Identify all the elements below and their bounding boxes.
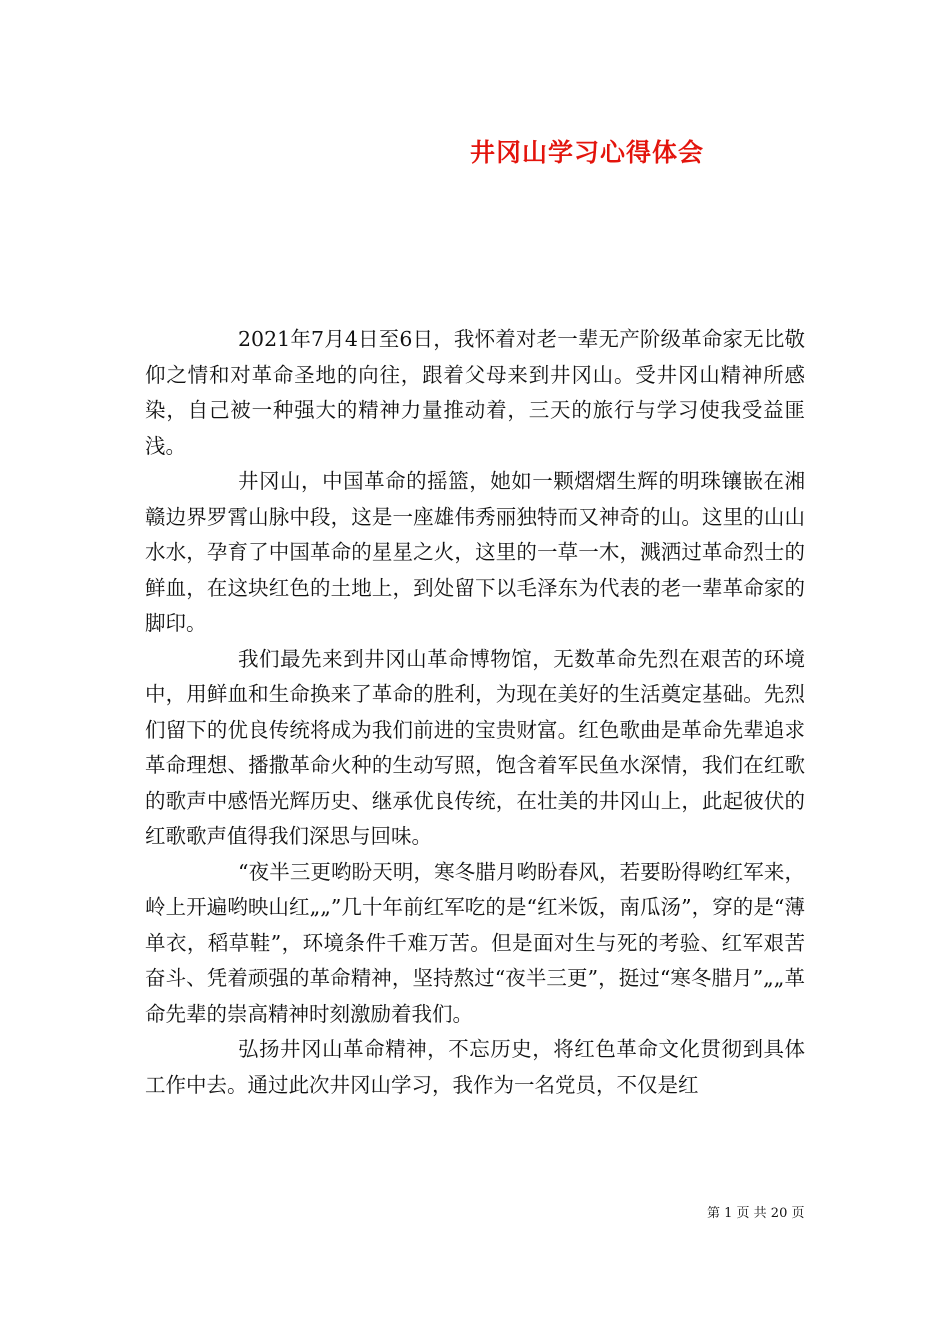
document-body — [145, 322, 805, 1103]
paragraph-4: “夜半三更哟盼天明，寒冬腊月哟盼春风，若要盼得哟红军来，岭上开遍哟映山红„„”几十年前红军吃的是“红米饭，南瓜汤”，穿的是“薄单衣，稻草鞋”，环境条件千难万苦。但是面对生与死的考验、红军艰苦奋斗、凭着顽强的革命精神，坚持熬过“夜半三更”，挺过“寒冬腊月”„„革命先辈的崇高精神时刻激励着我们。 — [145, 859, 805, 1026]
paragraph-1: 2021年7月4日至6日，我怀着对老一辈无产阶级革命家无比敬仰之情和对革命圣地的向往，跟着父母来到井冈山。受井冈山精神所感染，自己被一种强大的精神力量推动着，三天的旅行与学习使我受益匪浅。 — [145, 327, 805, 458]
paragraph-2: 井冈山，中国革命的摇篮，她如一颗熠熠生辉的明珠镶嵌在湘赣边界罗霄山脉中段，这是一座雄伟秀丽独特而又神奇的山。这里的山山水水，孕育了中国革命的星星之火，这里的一草一木，溅洒过革命烈士的鲜血，在这块红色的土地上，到处留下以毛泽东为代表的老一辈革命家的脚印。 — [145, 469, 805, 635]
document-title: 井冈山学习心得体会 — [470, 138, 705, 167]
paragraph-3: 我们最先来到井冈山革命博物馆，无数革命先烈在艰苦的环境中，用鲜血和生命换来了革命的胜利，为现在美好的生活奠定基础。先烈们留下的优良传统将成为我们前进的宝贵财富。红色歌曲是革命先辈追求革命理想、播撒革命火种的生动写照，饱含着军民鱼水深情，我们在红歌的歌声中感悟光辉历史、继承优良传统，在壮美的井冈山上，此起彼伏的红歌歌声值得我们深思与回味。 — [145, 646, 805, 848]
page-number-footer: 第 1 页 共 20 页 — [707, 1206, 805, 1221]
paragraph-5: 弘扬井冈山革命精神，不忘历史，将红色革命文化贯彻到具体工作中去。通过此次井冈山学习，我作为一名党员，不仅是红 — [145, 1037, 805, 1097]
